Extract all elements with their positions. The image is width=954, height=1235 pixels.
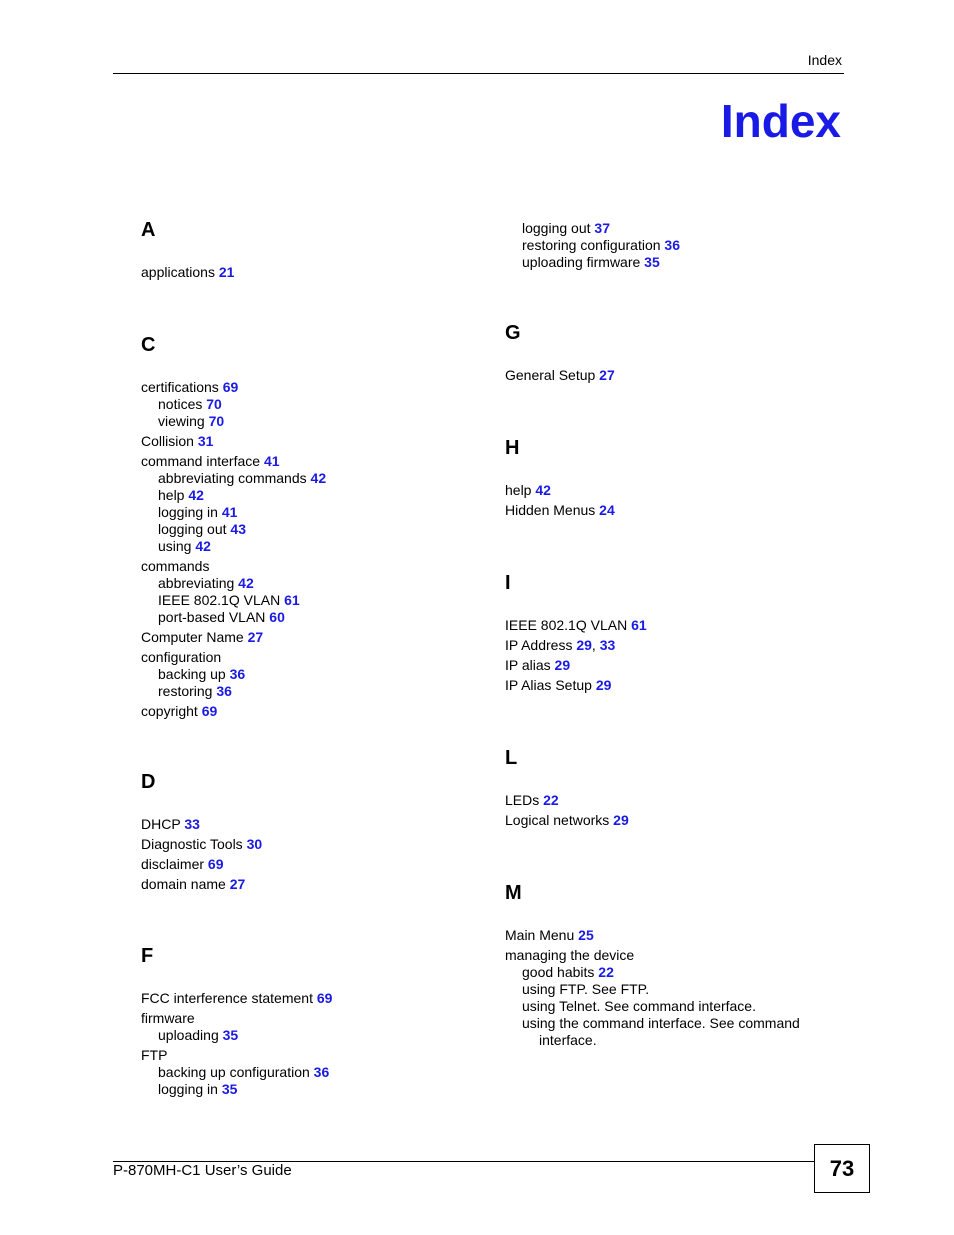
page-link[interactable]: 22 [543, 792, 559, 808]
page-link[interactable]: 36 [664, 237, 680, 253]
index-subentry: notices 70 [158, 396, 222, 412]
index-section-c [141, 333, 471, 720]
index-entry: Collision 31 [141, 433, 214, 449]
section-letter: D [141, 771, 156, 793]
index-entry: IP Address 29, 33 [505, 637, 616, 653]
index-subentry: logging out 43 [158, 521, 246, 537]
page-link[interactable]: 35 [221, 1081, 238, 1097]
index-entry: IP alias 29 [505, 657, 571, 673]
index-entry: certifications 69 [141, 379, 239, 395]
page-link[interactable]: 69 [201, 703, 218, 719]
page-link[interactable]: 37 [594, 220, 610, 236]
section-letter: I [505, 572, 511, 594]
index-entry: managing the device [505, 947, 635, 963]
index-entry: copyright 69 [141, 703, 218, 719]
page-link[interactable]: 22 [598, 964, 614, 980]
page-link[interactable]: 42 [238, 575, 254, 591]
index-entry: domain name 27 [141, 876, 246, 892]
index-entry: FCC interference statement 69 [141, 990, 333, 1006]
page-link[interactable]: 29 [554, 657, 571, 673]
index-subentry: using the command interface. See command [522, 1015, 800, 1031]
index-subentry: port-based VLAN 60 [158, 609, 285, 625]
index-left-column [141, 218, 471, 1098]
index-entry: command interface 41 [141, 453, 280, 469]
index-entry: configuration [141, 649, 222, 665]
page-link[interactable]: 42 [195, 538, 211, 554]
index-subentry: restoring 36 [158, 683, 232, 699]
page-link[interactable]: 70 [206, 396, 222, 412]
index-entry: disclaimer 69 [141, 856, 224, 872]
index-section-i [505, 571, 835, 694]
index-subentry: logging out 37 [522, 220, 610, 236]
index-section-m [505, 881, 835, 1049]
index-entry: General Setup 27 [505, 367, 615, 383]
index-subentry: uploading 35 [158, 1027, 239, 1043]
page-link[interactable]: 35 [222, 1027, 239, 1043]
footer-guide-title: P-870MH-C1 User’s Guide [113, 1162, 292, 1179]
index-entry: help 42 [505, 482, 551, 498]
index-entry: Hidden Menus 24 [505, 502, 615, 518]
index-right-column [505, 220, 835, 1049]
index-subentry: restoring configuration 36 [522, 237, 680, 253]
index-section-a [141, 218, 471, 281]
page-link[interactable]: 24 [599, 502, 615, 518]
page-link[interactable]: 69 [207, 856, 224, 872]
section-letter: A [141, 219, 156, 241]
page-link[interactable]: 31 [197, 433, 214, 449]
index-entry: Diagnostic Tools 30 [141, 836, 263, 852]
page-link[interactable]: 29 [595, 677, 612, 693]
index-entry: Main Menu 25 [505, 927, 594, 943]
page-link[interactable]: 27 [229, 876, 246, 892]
index-entry: applications 21 [141, 264, 235, 280]
page-link[interactable]: 69 [316, 990, 333, 1006]
page-link[interactable]: 25 [578, 927, 594, 943]
index-subentry: abbreviating 42 [158, 575, 254, 591]
header-rule [113, 73, 844, 74]
index-section-d [141, 770, 471, 893]
page-link[interactable]: 36 [313, 1064, 330, 1080]
index-section-h [505, 436, 835, 519]
index-entry: IP Alias Setup 29 [505, 677, 612, 693]
page-number: 73 [814, 1144, 870, 1193]
page-link[interactable]: 30 [246, 836, 263, 852]
page-link[interactable]: 36 [216, 683, 232, 699]
index-subentry: logging in 41 [158, 504, 238, 520]
index-subentry: uploading firmware 35 [522, 254, 660, 270]
index-subentry: abbreviating commands 42 [158, 470, 327, 486]
page-link[interactable]: 27 [247, 629, 264, 645]
section-letter: F [141, 945, 154, 967]
section-letter: C [141, 334, 156, 356]
page-link[interactable]: 70 [208, 413, 225, 429]
index-subentry: good habits 22 [522, 964, 614, 980]
index-subentry: help 42 [158, 487, 204, 503]
index-subentry: logging in 35 [158, 1081, 238, 1097]
page-link[interactable]: 61 [631, 617, 647, 633]
index-subentry: using 42 [158, 538, 211, 554]
index-subentry: using FTP. See FTP. [522, 981, 650, 997]
index-entry: firmware [141, 1010, 195, 1026]
page-link[interactable]: 42 [310, 470, 327, 486]
page-link[interactable]: 41 [263, 453, 280, 469]
section-letter: H [505, 437, 520, 459]
section-letter: L [505, 747, 518, 769]
index-entry: Computer Name 27 [141, 629, 264, 645]
index-subentry: backing up configuration 36 [158, 1064, 330, 1080]
index-subentry: viewing 70 [158, 413, 225, 429]
page-link[interactable]: 61 [284, 592, 300, 608]
running-header: Index [807, 52, 842, 68]
page-title: Index [720, 95, 841, 147]
index-section-g [505, 321, 835, 384]
page-link[interactable]: 42 [188, 487, 204, 503]
section-letter: G [505, 322, 521, 344]
page-link[interactable]: 60 [269, 609, 285, 625]
index-section-f [141, 944, 471, 1098]
index-section-l [505, 746, 835, 829]
index-subentry: using Telnet. See command interface. [522, 998, 756, 1014]
page-link[interactable]: 33 [184, 816, 200, 832]
page-link[interactable]: 69 [222, 379, 239, 395]
index-entry: DHCP 33 [141, 816, 200, 832]
page-link[interactable]: 27 [599, 367, 615, 383]
page-link[interactable]: 21 [218, 264, 235, 280]
index-entry: Logical networks 29 [505, 812, 629, 828]
page-link[interactable]: 29 [576, 637, 592, 653]
index-entry: FTP [141, 1047, 168, 1063]
index-entry: commands [141, 558, 210, 574]
index-subentry-continuation: interface. [539, 1032, 597, 1048]
section-letter: M [505, 882, 522, 904]
page-link[interactable]: 29 [613, 812, 629, 828]
index-subentry: backing up 36 [158, 666, 246, 682]
index-entry: LEDs 22 [505, 792, 559, 808]
page-link[interactable]: 43 [230, 521, 246, 537]
index-subentry: IEEE 802.1Q VLAN 61 [158, 592, 300, 608]
page-link[interactable]: 41 [221, 504, 238, 520]
index-section-f-continued [505, 220, 835, 271]
page-link[interactable]: 35 [644, 254, 660, 270]
page-link[interactable]: 33 [599, 637, 616, 653]
page-link[interactable]: 36 [229, 666, 246, 682]
page-link[interactable]: 42 [535, 482, 551, 498]
index-entry: IEEE 802.1Q VLAN 61 [505, 617, 647, 633]
